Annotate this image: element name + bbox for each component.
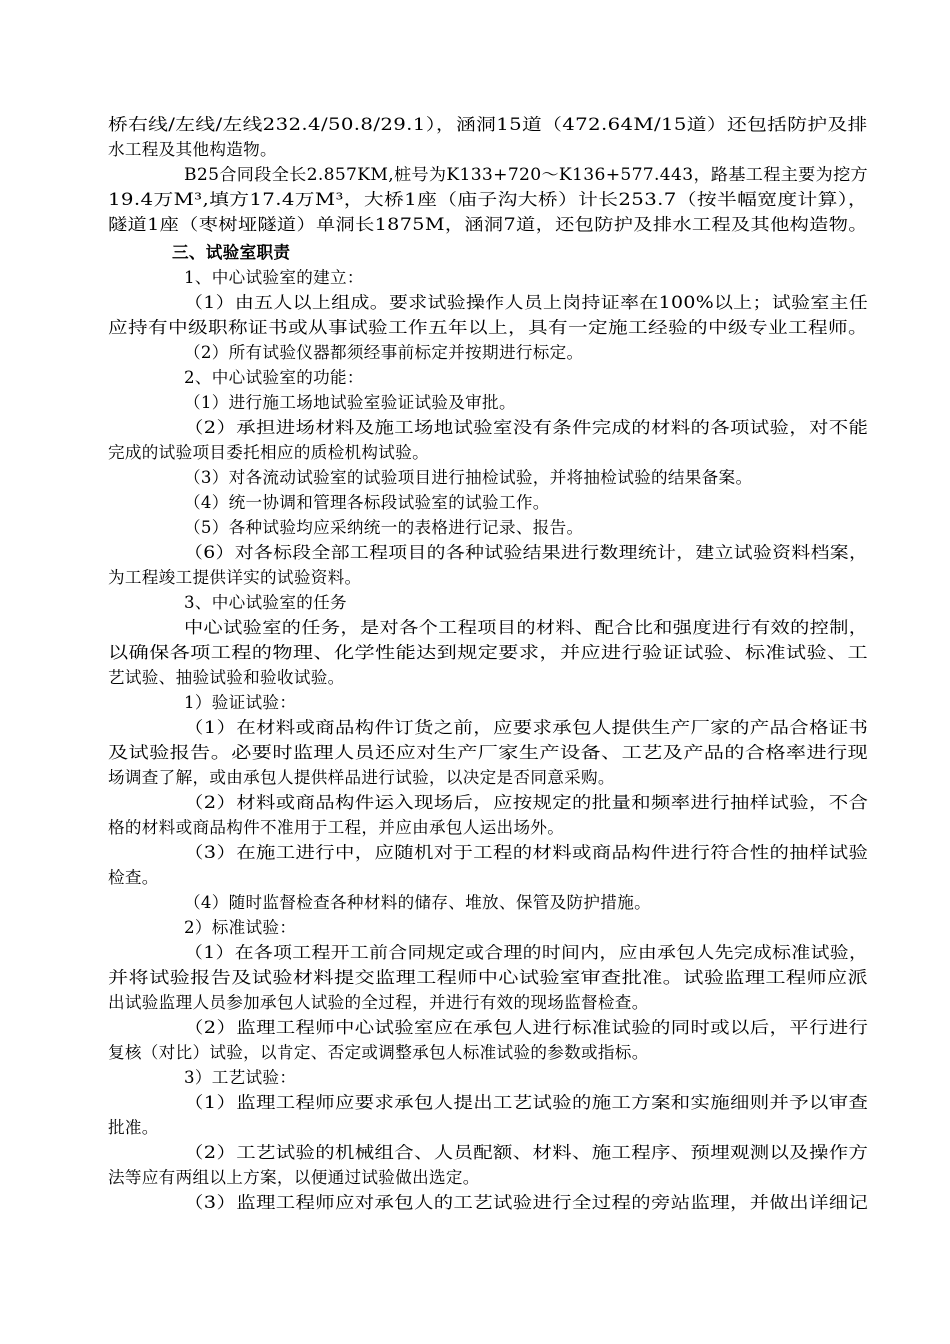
text-line: 法等应有两组以上方案，以便通过试验做出选定。 bbox=[108, 1168, 480, 1187]
text-line: （3）对各流动试验室的试验项目进行抽检试验，并将抽检试验的结果备案。 bbox=[184, 468, 753, 487]
text-line: B25合同段全长2.857KM,桩号为K133+720～K136+577.443，路基工程主要为挖方 bbox=[184, 165, 868, 184]
text-line: （2）工艺试验的机械组合、人员配额、材料、施工程序、预埋观测以及操作方 bbox=[184, 1143, 869, 1162]
text-line: 桥右线/左线/左线232.4/50.8/29.1），涵洞15道（472.64M/15道）还包括防护及排 bbox=[108, 115, 868, 134]
text-line: （2）监理工程师中心试验室应在承包人进行标准试验的同时或以后，平行进行 bbox=[184, 1018, 869, 1037]
text-line: （4）统一协调和管理各标段试验室的试验工作。 bbox=[184, 493, 550, 512]
text-line: 应持有中级职称证书或从事试验工作五年以上，具有一定施工经验的中级专业工程师。 bbox=[108, 318, 868, 337]
text-line: 1）验证试验： bbox=[184, 693, 297, 712]
text-line: （1）监理工程师应要求承包人提出工艺试验的施工方案和实施细则并予以审查 bbox=[184, 1093, 869, 1112]
text-line: 场调查了解，或由承包人提供样品进行试验，以决定是否同意采购。 bbox=[108, 768, 615, 787]
text-line: 19.4万M³,填方17.4万M³，大桥1座（庙子沟大桥）计长253.7（按半幅宽度计算）， bbox=[108, 190, 869, 209]
text-line: 2）标准试验： bbox=[184, 918, 297, 937]
text-line: 及试验报告。必要时监理人员还应对生产厂家生产设备、工艺及产品的合格率进行现 bbox=[108, 743, 869, 762]
text-line: 为工程竣工提供详实的试验资料。 bbox=[108, 568, 362, 587]
text-line: 隧道1座（枣树垭隧道）单洞长1875M，涵洞7道，还包防护及排水工程及其他构造物。 bbox=[108, 215, 868, 234]
text-line: （2）材料或商品构件运入现场后，应按规定的批量和频率进行抽样试验，不合 bbox=[184, 793, 869, 812]
text-line: （3）监理工程师应对承包人的工艺试验进行全过程的旁站监理，并做出详细记 bbox=[184, 1193, 869, 1212]
text-line: （5）各种试验均应采纳统一的表格进行记录、报告。 bbox=[184, 518, 584, 537]
text-line: 检查。 bbox=[108, 868, 159, 887]
text-line: （6）对各标段全部工程项目的各种试验结果进行数理统计，建立试验资料档案， bbox=[184, 543, 869, 562]
text-line: 以确保各项工程的物理、化学性能达到规定要求，并应进行验证试验、标准试验、工 bbox=[108, 643, 869, 662]
text-line: 格的材料或商品构件不准用于工程，并应由承包人运出场外。 bbox=[108, 818, 565, 837]
text-line: （1）进行施工场地试验室验证试验及审批。 bbox=[184, 393, 516, 412]
text-line: 3、中心试验室的任务 bbox=[184, 593, 347, 612]
text-line: 并将试验报告及试验材料提交监理工程师中心试验室审查批准。试验监理工程师应派 bbox=[108, 968, 869, 987]
text-line: （1）在材料或商品构件订货之前，应要求承包人提供生产厂家的产品合格证书 bbox=[184, 718, 869, 737]
text-line: （3）在施工进行中，应随机对于工程的材料或商品构件进行符合性的抽样试验 bbox=[184, 843, 869, 862]
text-line: 艺试验、抽验试验和验收试验。 bbox=[108, 668, 345, 687]
text-line: （1）在各项工程开工前合同规定或合理的时间内，应由承包人先完成标准试验， bbox=[184, 943, 869, 962]
text-line: （2）承担进场材料及施工场地试验室没有条件完成的材料的各项试验，对不能 bbox=[184, 418, 869, 437]
text-line: （2）所有试验仪器都须经事前标定并按期进行标定。 bbox=[184, 343, 584, 362]
text-line: 中心试验室的任务，是对各个工程项目的材料、配合比和强度进行有效的控制， bbox=[184, 618, 869, 637]
text-line: （4）随时监督检查各种材料的储存、堆放、保管及防护措施。 bbox=[184, 893, 651, 912]
text-line: （1）由五人以上组成。要求试验操作人员上岗持证率在100%以上；试验室主任 bbox=[184, 293, 869, 312]
text-line: 2、中心试验室的功能： bbox=[184, 368, 364, 387]
text-line: 复核（对比）试验，以肯定、否定或调整承包人标准试验的参数或指标。 bbox=[108, 1043, 649, 1062]
text-line: 水工程及其他构造物。 bbox=[108, 140, 277, 159]
text-line: 出试验监理人员参加承包人试验的全过程，并进行有效的现场监督检查。 bbox=[108, 993, 649, 1012]
text-line: 批准。 bbox=[108, 1118, 159, 1137]
section-heading: 三、试验室职责 bbox=[172, 242, 291, 262]
text-line: 3）工艺试验： bbox=[184, 1068, 297, 1087]
text-line: 1、中心试验室的建立： bbox=[184, 268, 364, 287]
text-line: 完成的试验项目委托相应的质检机构试验。 bbox=[108, 443, 429, 462]
